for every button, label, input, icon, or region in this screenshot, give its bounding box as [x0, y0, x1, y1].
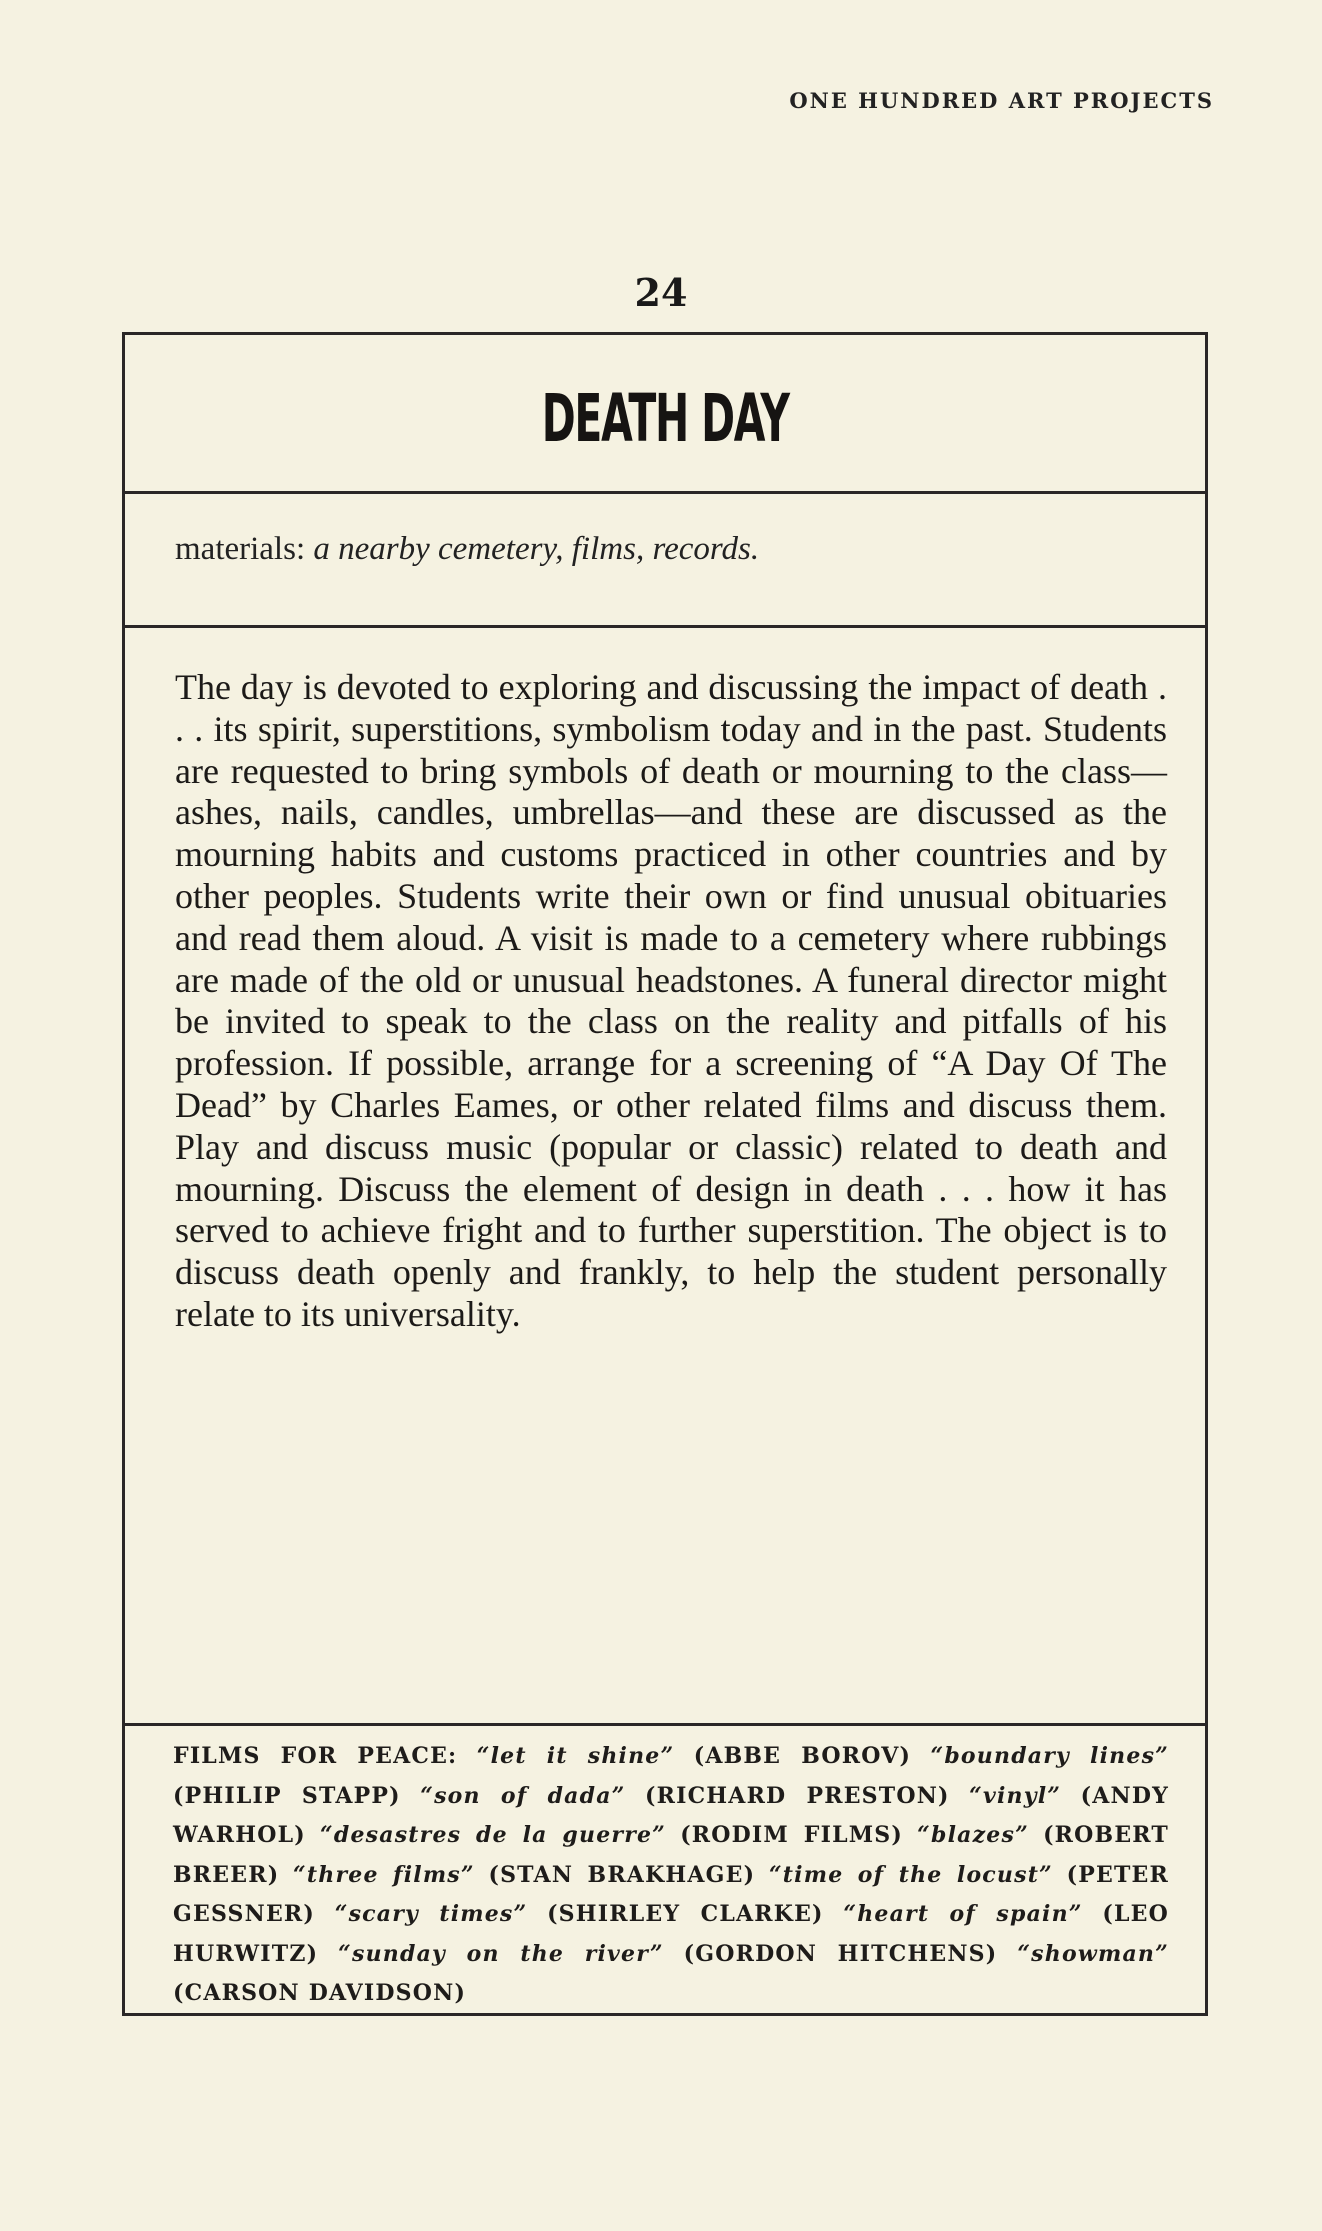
materials-label: materials: [175, 531, 306, 567]
project-card [122, 332, 1208, 2016]
film-list [173, 1744, 1169, 2006]
materials-line [175, 531, 759, 568]
film-title: “scary times” [334, 1901, 528, 1927]
film-title: “vinyl” [969, 1782, 1062, 1809]
project-description: The day is devoted to exploring and discussing the impact of death . . . its spirit, superstitions, symbolism today and in the past. Students are requested to bring symbols of death or mourning to the class—ashes, nails, candles, umbrellas—and these are discussed as the mourning habits and customs practiced in other countries and by other peoples. Students write their own or find unusual obituaries and read them aloud. A visit is made to a cemetery where rubbings are made of the old or unusual headstones. A funeral director might be invited to speak to the class on the reality and pitfalls of his profession. If possible, arrange for a screening of “A Day Of The Dead” by Charles Eames, or other related films and discuss them. Play and discuss music (popular or classic) related to death and mourning. Discuss the element of design in death . . . how it has served to achieve fright and to further superstition. The object is to discuss death openly and frankly, to help the student personally relate to its universality. [175, 667, 1167, 1334]
film-title: “time of the locust” [768, 1861, 1053, 1888]
film-maker: (RODIM FILMS) [680, 1822, 903, 1848]
films-label: FILMS FOR PEACE: [173, 1743, 458, 1769]
film-maker: (ROBERT BREER) [173, 1822, 1169, 1888]
film-title: “showman” [1017, 1940, 1169, 1967]
film-maker: (ABBE BOROV) [693, 1743, 912, 1769]
films-divider [125, 1723, 1205, 1726]
materials-divider [125, 625, 1205, 628]
film-maker: (PHILIP STAPP) [173, 1782, 401, 1809]
running-head: ONE HUNDRED ART PROJECTS [789, 88, 1214, 113]
film-maker: (PETER GESSNER) [173, 1861, 1169, 1927]
film-title: “blazes” [917, 1822, 1029, 1848]
films-for-peace [173, 1737, 1169, 2014]
film-title: “let it shine” [476, 1743, 675, 1769]
film-title: “desastres de la guerre” [320, 1822, 667, 1848]
film-maker: (GORDON HITCHENS) [683, 1940, 998, 1967]
project-number: 24 [634, 270, 688, 315]
materials-items: a nearby cemetery, films, records. [313, 531, 760, 567]
title-panel [125, 335, 1205, 491]
film-maker: (SHIRLEY CLARKE) [547, 1901, 824, 1927]
film-maker: (STAN BRAKHAGE) [488, 1861, 756, 1888]
film-maker: (RICHARD PRESTON) [645, 1782, 950, 1809]
film-title: “sunday on the river” [338, 1940, 664, 1967]
film-title: “heart of spain” [843, 1901, 1083, 1927]
title-divider [125, 491, 1205, 494]
film-title: “son of dada” [420, 1782, 626, 1809]
film-maker: (LEO HURWITZ) [173, 1901, 1169, 1967]
film-title: “boundary lines” [930, 1743, 1170, 1769]
project-title: DEATH DAY [541, 379, 789, 457]
film-maker: (CARSON DAVIDSON) [173, 1980, 467, 2006]
film-maker: (ANDY WARHOL) [173, 1782, 1169, 1848]
film-title: “three films” [293, 1861, 475, 1888]
